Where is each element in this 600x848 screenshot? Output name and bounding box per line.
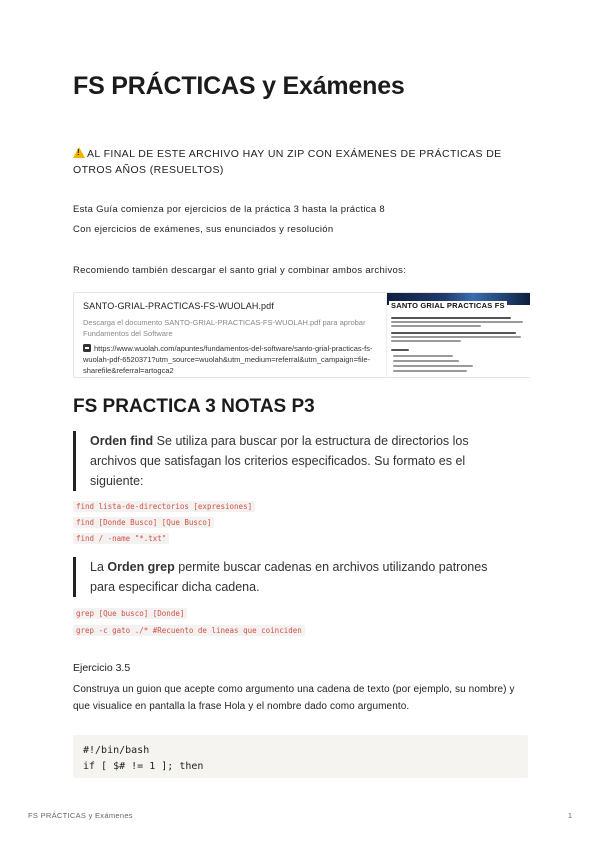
- code-line-1: #!/bin/bash: [83, 745, 150, 756]
- exercise-title: Ejercicio 3.5: [73, 662, 131, 674]
- warning-icon: [73, 147, 85, 158]
- exercise-line-2: que visualice en pantalla la frase Hola y el nombre dado como argumento.: [73, 701, 410, 712]
- find-example-3: find / -name "*.txt": [73, 533, 169, 544]
- intro-line-2: Con ejercicios de exámenes, sus enunciados y resolución: [73, 224, 334, 235]
- find-bold: Orden find: [90, 434, 154, 448]
- recommend-text: Recomiendo también descargar el santo grial y combinar ambos archivos:: [73, 265, 407, 276]
- thumbnail-line: [391, 321, 523, 323]
- intro-line-1: Esta Guía comienza por ejercicios de la práctica 3 hasta la práctica 8: [73, 204, 385, 215]
- thumbnail-line: [393, 355, 453, 357]
- page-title: FS PRÁCTICAS y Exámenes: [73, 72, 405, 100]
- find-quote: [73, 431, 490, 491]
- code-line-2: if [ $# != 1 ]; then: [83, 761, 204, 772]
- warning-note: [73, 146, 533, 178]
- bookmark-thumbnail: [386, 293, 530, 377]
- page-number: 1: [567, 811, 572, 820]
- thumbnail-line: [391, 349, 409, 351]
- grep-prefix: La: [90, 560, 108, 574]
- bookmark-url[interactable]: https://www.wuolah.com/apuntes/fundamentos-del-software/santo-grial-practicas-fs-wuolah-pdf-6520371?utm_source=wuolah&utm_medium=referral&utm_campaign=file-sharefile&referral=artogca2: [83, 344, 373, 375]
- bookmark-url-row[interactable]: [83, 343, 373, 376]
- link-icon: [83, 344, 91, 352]
- bookmark-description: Descarga el documento SANTO-GRIAL-PRACTICAS-FS-WUOLAH.pdf para aprobar Fundamentos del Software: [83, 318, 366, 338]
- grep-example-1: grep [Que busco] [Donde]: [73, 608, 187, 619]
- thumbnail-line: [391, 336, 521, 338]
- thumbnail-title: SANTO GRIAL PRACTICAS FS: [391, 301, 505, 310]
- thumbnail-line: [393, 360, 459, 362]
- thumbnail-line: [391, 317, 511, 319]
- warning-text: AL FINAL DE ESTE ARCHIVO HAY UN ZIP CON EXÁMENES DE PRÁCTICAS DE OTROS AÑOS (RESUELTOS): [73, 148, 502, 176]
- bookmark-card[interactable]: [73, 292, 530, 378]
- bookmark-text: [83, 301, 373, 376]
- thumbnail-line: [393, 365, 473, 367]
- exercise-line-1: Construya un guion que acepte como argumento una cadena de texto (por ejemplo, su nombre) y: [73, 684, 515, 695]
- grep-bold: Orden grep: [107, 560, 175, 574]
- find-example-1: find lista-de-directorios [expresiones]: [73, 501, 255, 512]
- thumbnail-line: [393, 370, 467, 372]
- exercise-statement: [73, 682, 533, 714]
- thumbnail-line: [391, 340, 461, 342]
- grep-example-2: grep -c gato ./* #Recuento de lineas que coinciden: [73, 625, 305, 636]
- grep-quote: [73, 557, 510, 597]
- grep-description: permite buscar cadenas en archivos utilizando patrones para especificar dicha cadena.: [90, 560, 488, 594]
- code-block: [73, 735, 528, 778]
- find-example-2: find [Donde Busco] [Que Busco]: [73, 517, 214, 528]
- thumbnail-line: [391, 332, 516, 334]
- thumbnail-line: [391, 325, 481, 327]
- footer-title: FS PRÁCTICAS y Exámenes: [28, 811, 133, 820]
- bookmark-title[interactable]: SANTO-GRIAL-PRACTICAS-FS-WUOLAH.pdf: [83, 301, 274, 311]
- find-description: Se utiliza para buscar por la estructura de directorios los archivos que satisfagan los criterios especificados. Su formato es el siguiente:: [90, 434, 469, 488]
- section-heading: FS PRACTICA 3 NOTAS P3: [73, 396, 315, 417]
